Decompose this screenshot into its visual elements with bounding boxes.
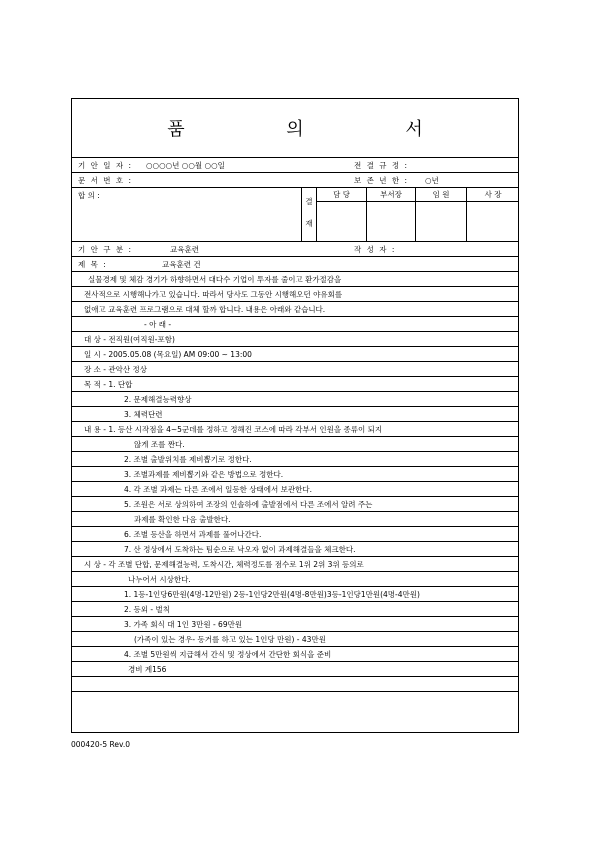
approval-form [71,98,519,733]
below-heading: - 아 래 - [144,320,172,329]
form-title: 품 의 서 [167,119,471,140]
award-line: 2. 등외 - 벌칙 [124,605,170,614]
draft-date-value: ○○○○년 ○○월 ○○일 [146,161,225,170]
target-line: 대 상 - 전직원(여직원-포함) [84,335,175,344]
approver-header: 담 당 [316,188,366,202]
intro-line: 없애고 교육훈련 프로그램으로 대체 할까 합니다. 내용은 아래와 같습니다. [84,305,326,314]
approver-sign-box[interactable] [415,202,466,241]
body-line [72,302,518,317]
body-line [72,542,518,557]
blank-line [72,677,518,692]
award-line: (가족이 있는 경우- 동거를 하고 있는 1인당 만원) - 43만원 [134,635,326,644]
retention-value: ○년 [425,176,439,185]
subject-row [72,257,518,272]
doc-no-label: 문 서 번 호 : [78,176,133,185]
purpose-line: 3. 체력단련 [124,410,163,419]
body-line [72,287,518,302]
subject-label: 제 목 : [78,260,108,269]
form-title-row [72,99,518,158]
intro-line: 실물경제 및 체감 경기가 하향하면서 대다수 기업이 투자를 줄이고 환가절감을 [88,275,342,284]
body-line [72,392,518,407]
division-value: 교육훈련 [170,245,199,254]
blank-line [72,692,518,707]
content-line: 3. 조별과제를 제비뽑기와 같은 방법으로 정한다. [124,470,284,479]
body-line [72,437,518,452]
award-line: 나누어서 시상한다. [128,575,191,584]
body-line [72,467,518,482]
body-line [72,647,518,662]
approver-header: 임 원 [415,188,466,202]
body-line [72,377,518,392]
approver-sign-box[interactable] [366,202,415,241]
body-line [72,497,518,512]
draft-date-row [72,158,518,173]
content-line: 과제를 확인한 다음 출발한다. [134,515,231,524]
body-line [72,602,518,617]
body-line [72,632,518,647]
approver-sign-box[interactable] [466,202,519,241]
intro-line: 전사적으로 시행해나가고 있습니다. 따라서 당사도 그동안 시행해오던 야유회를 [84,290,343,299]
content-line: 6. 조별 등산을 하면서 과제를 풀어나간다. [124,530,262,539]
body-line [72,452,518,467]
body-line [72,347,518,362]
content-line: 않게 조를 짠다. [134,440,185,449]
author-label: 작 성 자 : [354,245,396,254]
body-line [72,557,518,572]
purpose-line: 2. 문제해결능력향상 [124,395,192,404]
award-line: 1. 1등-1인당6만원(4명-12만원) 2등-1인당2만원(4명-8만원)3등-1인당1만원(4명-4만원) [124,590,420,599]
award-line: 3. 가족 회식 대 1인 3만원 - 69만원 [124,620,243,629]
award-line: 시 상 - 각 조별 단합, 문제해결능력, 도착시간, 체력정도를 점수로 1위 2위 3위 등의로 [84,560,364,569]
body-line [72,272,518,287]
gyeol-bottom: 재 [305,219,313,228]
body-line [72,512,518,527]
approver-header: 부서장 [366,188,415,202]
subject-value: 교육훈련 건 [162,260,201,269]
content-line: 2. 조별 출발위치를 제비뽑기로 정한다. [124,455,252,464]
content-line: 7. 산 정상에서 도착하는 팀순으로 낙오자 없이 과제해결들을 체크한다. [124,545,356,554]
gyeol-top: 결 [305,197,313,206]
content-line: 내 용 - 1. 등산 시작점을 4~5군데를 정하고 정해진 코스에 따라 각부서 인원을 종류이 되지 [84,425,383,434]
draft-date-label: 기 안 일 자 : [78,161,133,170]
body-line [72,332,518,347]
body-line [72,482,518,497]
regulation-label: 전 결 규 정 : [354,161,409,170]
award-line: 4. 조별 5만원씩 지급해서 간식 및 정상에서 간단한 회식을 준비 [124,650,332,659]
body-line [72,527,518,542]
place-line: 장 소 - 관악산 정상 [84,365,147,374]
division-label: 기 안 구 분 : [78,245,133,254]
body-line [72,617,518,632]
body-line [72,587,518,602]
body-line [72,662,518,677]
approver-header: 사 장 [466,188,519,202]
purpose-line: 목 적 - 1. 단합 [84,380,133,389]
body-line [72,407,518,422]
form-code: 000420-5 Rev.0 [71,740,130,749]
body-line [72,362,518,377]
datetime-line: 일 시 - 2005.05.08 (목요일) AM 09:00 ~ 13:00 [84,350,252,359]
body-line [72,422,518,437]
approval-block [72,188,518,242]
body-line [72,572,518,587]
award-line: 경비 계156 [128,665,167,674]
content-line: 4. 각 조별 과제는 다른 조에서 일등한 상태에서 보관한다. [124,485,313,494]
gyeol-cell [301,188,316,241]
division-row [72,242,518,257]
doc-no-row [72,173,518,188]
body-line [72,317,518,332]
retention-label: 보 존 년 한 : [354,176,409,185]
content-line: 5. 조원은 서로 상의하여 조장의 인솔하에 출발점에서 다른 조에서 알려 주는 [124,500,373,509]
agreement-label: 합 의 : [78,191,100,200]
approver-sign-box[interactable] [316,202,366,241]
